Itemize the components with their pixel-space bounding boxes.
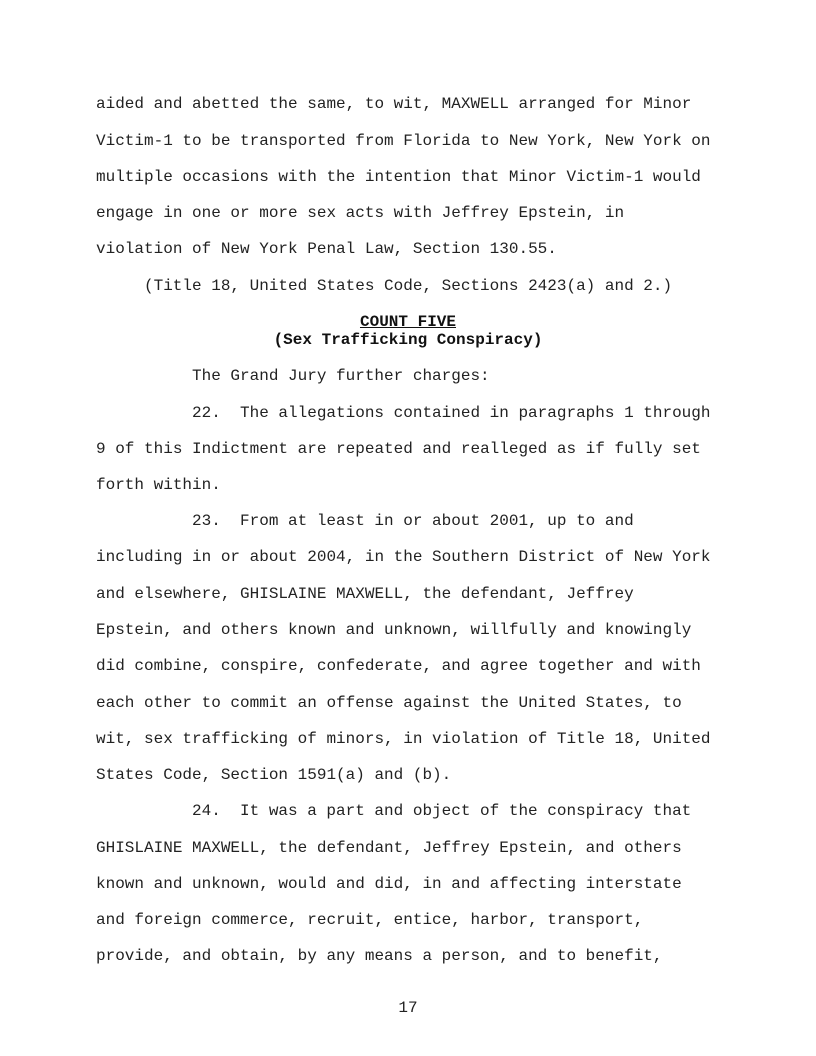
count-heading [0, 313, 816, 331]
count-subheading: (Sex Trafficking Conspiracy) [273, 331, 543, 349]
paragraph-24-line: and foreign commerce, recruit, entice, harbor, transport, [96, 911, 644, 929]
statute-citation: (Title 18, United States Code, Sections 2423(a) and 2.) [144, 277, 673, 295]
paragraph-23-line: including in or about 2004, in the Southern District of New York [96, 548, 711, 566]
paragraph-23-line: did combine, conspire, confederate, and agree together and with [96, 657, 701, 675]
body-line: Victim-1 to be transported from Florida to New York, New York on [96, 132, 711, 150]
paragraph-24-line: known and unknown, would and did, in and affecting interstate [96, 875, 682, 893]
page-number: 17 [398, 999, 418, 1017]
paragraph-23-line: each other to commit an offense against the United States, to [96, 694, 682, 712]
paragraph-23-line: Epstein, and others known and unknown, willfully and knowingly [96, 621, 692, 639]
count-heading-text: COUNT FIVE [359, 313, 456, 331]
paragraph-24-line: GHISLAINE MAXWELL, the defendant, Jeffrey Epstein, and others [96, 839, 682, 857]
intro-line: The Grand Jury further charges: [192, 367, 490, 385]
paragraph-23-line: wit, sex trafficking of minors, in violation of Title 18, United [96, 730, 711, 748]
paragraph-22-line: 22. The allegations contained in paragraphs 1 through [192, 404, 711, 422]
paragraph-24-line: 24. It was a part and object of the conspiracy that [192, 802, 692, 820]
body-line: aided and abetted the same, to wit, MAXWELL arranged for Minor [96, 95, 692, 113]
paragraph-23-line: States Code, Section 1591(a) and (b). [96, 766, 452, 784]
paragraph-22-line: 9 of this Indictment are repeated and realleged as if fully set [96, 440, 701, 458]
paragraph-22-line: forth within. [96, 476, 221, 494]
paragraph-23-line: and elsewhere, GHISLAINE MAXWELL, the defendant, Jeffrey [96, 585, 634, 603]
body-line: engage in one or more sex acts with Jeffrey Epstein, in [96, 204, 625, 222]
paragraph-24-line: provide, and obtain, by any means a person, and to benefit, [96, 947, 663, 965]
paragraph-23-line: 23. From at least in or about 2001, up to and [192, 512, 634, 530]
body-line: violation of New York Penal Law, Section 130.55. [96, 240, 557, 258]
body-line: multiple occasions with the intention that Minor Victim-1 would [96, 168, 701, 186]
